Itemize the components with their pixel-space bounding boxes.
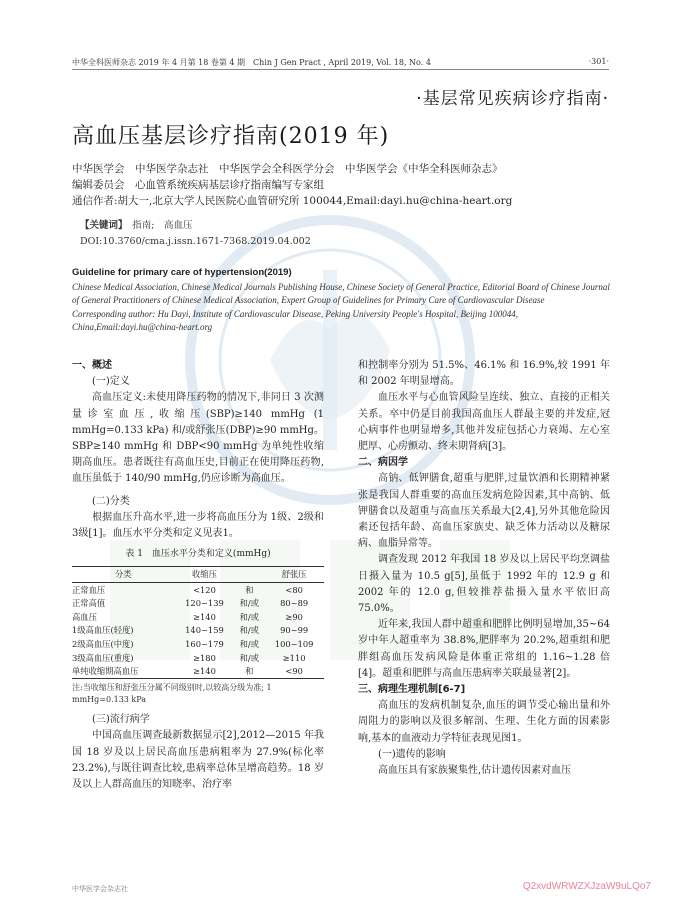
heading-genetic: (一)遗传的影响	[378, 748, 446, 760]
heading-etiology: 二、病因学	[358, 457, 408, 469]
table-row	[72, 597, 324, 611]
table-cell: 正常高值	[72, 598, 106, 609]
col-header-conj	[234, 567, 264, 583]
col-header-sbp: 收缩压	[175, 567, 235, 583]
right-column	[358, 358, 610, 779]
table-row	[72, 651, 324, 665]
paragraph-risk: 血压水平与心血管风险呈连续、独立、直接的正相关关系。卒中仍是目前我国高血压人群最主要的并发症,冠心病事件也明显增多,其他并发症包括心力衰竭、左心室肥厚、心房颤动、终末期肾病[3]。	[358, 392, 610, 453]
table-row	[72, 583, 324, 597]
table-cell: 1级高血压(轻度)	[72, 625, 134, 636]
table-cell: 90~99	[280, 625, 309, 636]
corresponding-line: 通信作者:胡大一,北京大学人民医院心血管研究所 100044,Email:dayi.hu@china-heart.org	[72, 195, 513, 207]
table-cell: 和	[245, 584, 254, 595]
bp-classification-table	[72, 566, 324, 679]
keywords-values: 指南; 高血压	[132, 220, 193, 231]
heading-definition: (一)定义	[92, 376, 130, 388]
english-orgs: Chinese Medical Association, Chinese Medical Journals Publishing House, Chinese Society of General Practice, Editorial Board of Chinese Journal of General Practitioners of Chinese Medical Association, Expert Group of Guidelines for Primary Care of Cardiovascular Disease	[72, 281, 610, 305]
heading-overview: 一、概述	[72, 360, 112, 371]
article-title: 高血压基层诊疗指南(2019 年)	[72, 124, 390, 149]
paragraph-classification: 根据血压升高水平,进一步将高血压分为 1级、2级和3级[1]。血压水平分类和定义见表1。	[72, 511, 324, 540]
table-row	[72, 610, 324, 624]
english-title: Guideline for primary care of hypertension(2019)	[72, 267, 292, 278]
page-code: Q2xvdWRWZXJzaW9uLQo7	[522, 881, 651, 892]
table-caption: 表 1 血压水平分类和定义(mmHg)	[125, 549, 271, 560]
table-cell: 120~139	[185, 598, 224, 609]
table-cell: 和	[234, 665, 264, 679]
table-cell: 和/或	[239, 611, 259, 622]
table-cell: ≥180	[193, 652, 216, 663]
table-cell: 3级高血压(重度)	[72, 652, 134, 663]
paragraph-epidemiology: 中国高血压调查最新数据显示[2],2012—2015 年我国 18 岁及以上居民高血压患病粗率为 27.9%(标化率 23.2%),与既往调查比较,患病率总体呈增高趋势。18 岁及以上人群高血压的知晓率、治疗率	[72, 730, 324, 790]
left-column	[72, 358, 324, 793]
paragraph-etiology: 高钠、低钾膳食,超重与肥胖,过量饮酒和长期精神紧张是我国人群重要的高血压发病危险因素,其中高钠、低钾膳食以及超重与高血压关系最大[2,4],另外其他危险因素还包括年龄、高血压家族史、缺乏体力活动以及糖尿病、血脂异常等。	[358, 473, 610, 550]
english-abstract	[72, 266, 612, 335]
table-row	[72, 624, 324, 638]
keywords-label: 【关键词】	[80, 220, 123, 231]
table-cell: <80	[285, 584, 303, 595]
table-cell: <90	[264, 665, 324, 679]
table-cell: 和/或	[239, 652, 259, 663]
table-cell: 和/或	[239, 598, 259, 609]
col-header-category: 分类	[72, 567, 175, 583]
heading-pathophysiology: 三、病理生理机制[6-7]	[358, 684, 466, 696]
paragraph-genetic: 高血压具有家族聚集性,估计遗传因素对血压	[378, 765, 572, 777]
journal-line: 中华全科医师杂志 2019 年 4 月第 18 卷第 4 期 Chin J Gen Pract , April 2019, Vol. 18, No. 4	[72, 58, 431, 67]
running-header	[72, 57, 609, 68]
table-cell: 单纯收缩期高血压	[72, 665, 175, 679]
table-cell: 80~89	[280, 598, 309, 609]
paragraph-definition: 高血压定义:未使用降压药物的情况下,非同日 3 次测量诊室血压,收缩压(SBP)≥140 mmHg (1 mmHg=0.133 kPa) 和/或舒张压(DBP)≥90 mmHg。SBP≥140 mmHg 和 DBP<90 mmHg 为单纯性收缩期高血压。患者既往有高血压史,目前正在使用降压药物,血压虽低于 140/90 mmHg,仍应诊断为高血压。	[72, 392, 324, 485]
english-corresponding: Corresponding author: Hu Dayi, Institute of Cardiovascular Disease, Peking University People's Hospital, Beijing 100044, China,Email:dayi.hu@china-heart.org	[72, 308, 518, 332]
table-cell: 2级高血压(中度)	[72, 638, 134, 649]
table-cell: 和/或	[239, 638, 259, 649]
header-rule	[72, 69, 609, 70]
page-number: ·301·	[588, 57, 609, 66]
table-cell: 100~109	[274, 638, 314, 649]
table-cell: 正常血压	[72, 584, 106, 595]
publisher-logo: 中华医学会杂志社	[72, 885, 128, 893]
heading-epidemiology: (三)流行病学	[92, 714, 150, 726]
paragraph-pathophysiology: 高血压的发病机制复杂,血压的调节受心输出量和外周阻力的影响以及很多解剖、生理、生化方面的因素影响,基本的血液动力学特征表现见图1。	[358, 700, 610, 744]
table-cell: 160~179	[185, 638, 224, 649]
table-cell: 140~159	[185, 625, 224, 636]
paragraph-continued: 和控制率分别为 51.5%、46.1% 和 16.9%,较 1991 年和 2002 年明显增高。	[358, 360, 610, 388]
table-row	[72, 637, 324, 651]
table-cell: 高血压	[72, 611, 97, 622]
paragraph-obesity: 近年来,我国人群中超重和肥胖比例明显增加,35~64 岁中年人超重率为 38.8%,肥胖率为 20.2%,超重组和肥胖组高血压发病风险是体重正常组的 1.16~1.28 倍[4]。超重和肥胖与高血压患病率关联最显著[2]。	[358, 619, 610, 679]
table-cell: ≥90	[285, 611, 303, 622]
section-tag: ·基层常见疾病诊疗指南·	[416, 89, 609, 109]
keywords-block	[80, 218, 311, 250]
authors-line-1: 中华医学会 中华医学杂志社 中华医学会全科医学分会 中华医学会《中华全科医师杂志》	[72, 163, 503, 175]
heading-classification: (二)分类	[92, 495, 130, 507]
table-cell: ≥140	[175, 665, 235, 679]
table-cell: ≥110	[282, 652, 306, 663]
table-row	[72, 665, 324, 679]
table-cell: 和/或	[239, 625, 259, 636]
col-header-dbp: 舒张压	[264, 567, 324, 583]
table-header-row	[72, 567, 324, 583]
table-cell: <120	[193, 584, 216, 595]
doi: DOI:10.3760/cma.j.issn.1671-7368.2019.04.002	[80, 236, 311, 247]
paragraph-salt: 调查发现 2012 年我国 18 岁及以上居民平均烹调盐日摄入量为 10.5 g[5],虽低于 1992 年的 12.9 g 和 2002 年的 12.0 g,但较推荐盐摄入量水平依旧高 75.0%。	[358, 554, 610, 615]
table-cell: ≥140	[193, 611, 216, 622]
authors-line-2: 编辑委员会 心血管系统疾病基层诊疗指南编写专家组	[72, 179, 324, 191]
table-note: 注:当收缩压和舒张压分属不同级别时,以较高分级为准; 1 mmHg=0.133 kPa	[72, 683, 272, 705]
authors-block	[72, 161, 612, 209]
